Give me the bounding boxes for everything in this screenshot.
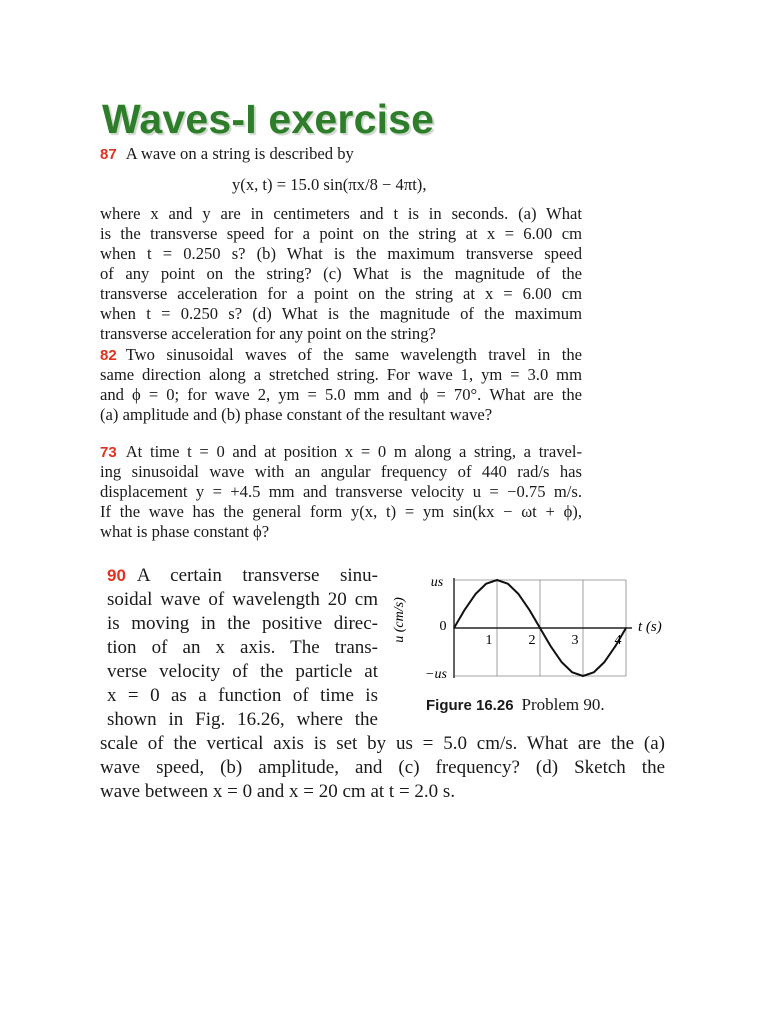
problem-90-line: soidal wave of wavelength 20 cm bbox=[107, 589, 378, 610]
problem-90-line bbox=[107, 564, 378, 588]
problem-90-line: scale of the vertical axis is set by us = 5.0 cm/s. What are the (a) bbox=[100, 733, 665, 754]
data-point bbox=[486, 583, 487, 584]
problem-87-equation: y(x, t) = 15.0 sin(πx/8 − 4πt), bbox=[232, 175, 427, 194]
y-top-label: us bbox=[430, 575, 444, 590]
data-point bbox=[582, 675, 583, 676]
y-bottom-label: −us bbox=[425, 667, 447, 682]
problem-90-line: wave speed, (b) amplitude, and (c) frequency? (d) Sketch the bbox=[100, 757, 665, 778]
data-point bbox=[496, 579, 497, 580]
problem-90-line: x = 0 as a function of time is bbox=[107, 685, 378, 706]
problem-90-line: verse velocity of the particle at bbox=[107, 661, 378, 682]
problem-73-line bbox=[100, 442, 582, 463]
problem-73-line: what is phase constant ϕ? bbox=[100, 522, 270, 541]
problem-73-line: displacement y = +4.5 mm and transverse velocity u = −0.75 m/s. bbox=[100, 482, 582, 501]
problem-90-line: tion of an x axis. The trans- bbox=[107, 637, 378, 658]
problem-87-line: when t = 0.250 s? (d) What is the magnitude of the maximum bbox=[100, 304, 582, 323]
problem-82-text: Two sinusoidal waves of the same wavelength travel in the bbox=[125, 345, 582, 364]
problem-90-line: wave between x = 0 and x = 20 cm at t = 2.0 s. bbox=[100, 781, 456, 802]
problem-87-intro: A wave on a string is described by bbox=[125, 144, 354, 163]
problem-82-line: same direction along a stretched string. For wave 1, ym = 3.0 mm bbox=[100, 365, 582, 384]
problem-90-line: shown in Fig. 16.26, where the bbox=[107, 709, 378, 730]
problem-90-text: A certain transverse sinu- bbox=[136, 565, 378, 586]
problem-73-line: If the wave has the general form y(x, t) = ym sin(kx − ωt + ϕ), bbox=[100, 502, 582, 521]
data-point bbox=[593, 672, 594, 673]
x-tick-label: 2 bbox=[528, 633, 536, 648]
chart-axes bbox=[454, 578, 632, 678]
data-point bbox=[561, 661, 562, 662]
data-point bbox=[453, 627, 454, 628]
problem-number: 73 bbox=[100, 444, 117, 461]
problem-87-line: is the transverse speed for a point on the string at x = 6.00 cm bbox=[100, 224, 582, 243]
page-title: Waves-I exercise bbox=[102, 96, 435, 142]
data-point bbox=[529, 609, 530, 610]
problem-number: 87 bbox=[100, 146, 117, 163]
problem-82-line: and ϕ = 0; for wave 2, ym = 5.0 mm and ϕ = 70°. What are the bbox=[100, 385, 582, 404]
problem-87-heading bbox=[100, 144, 354, 165]
data-point bbox=[475, 593, 476, 594]
figure-caption-text: Problem 90. bbox=[521, 695, 605, 714]
figure-caption-label: Figure 16.26 bbox=[426, 697, 514, 714]
data-point bbox=[572, 672, 573, 673]
y-axis-label: u (cm/s) bbox=[392, 597, 407, 643]
problem-90-line: is moving in the positive direc- bbox=[107, 613, 378, 634]
x-tick-labels bbox=[486, 633, 622, 648]
problem-82-line: (a) amplitude and (b) phase constant of the resultant wave? bbox=[100, 405, 493, 424]
data-point bbox=[550, 646, 551, 647]
x-tick-label: 3 bbox=[571, 633, 579, 648]
figure-16-26-chart bbox=[392, 572, 675, 692]
problem-number: 90 bbox=[107, 566, 126, 585]
problem-87-line: transverse acceleration for a point on the string at x = 6.00 cm bbox=[100, 284, 582, 303]
problem-73-text: At time t = 0 and at position x = 0 m along a string, a travel- bbox=[125, 442, 582, 461]
data-point bbox=[604, 661, 605, 662]
data-point bbox=[507, 583, 508, 584]
problem-87-line: where x and y are in centimeters and t is in seconds. (a) What bbox=[100, 204, 582, 223]
data-point bbox=[464, 609, 465, 610]
x-tick-label: 4 bbox=[614, 633, 622, 648]
problem-87-line: when t = 0.250 s? (b) What is the maximum transverse speed bbox=[100, 244, 582, 263]
problem-82-line bbox=[100, 345, 582, 366]
problem-number: 82 bbox=[100, 347, 117, 364]
y-zero-label: 0 bbox=[439, 619, 447, 634]
figure-caption bbox=[426, 694, 605, 717]
x-tick-label: 1 bbox=[485, 633, 493, 648]
data-point bbox=[518, 593, 519, 594]
problem-87-line: transverse acceleration for any point on the string? bbox=[100, 324, 436, 343]
data-point bbox=[539, 627, 540, 628]
data-point bbox=[625, 627, 626, 628]
problem-73-line: ing sinusoidal wave with an angular frequency of 440 rad/s has bbox=[100, 462, 582, 481]
problem-87-line: of any point on the string? (c) What is the magnitude of the bbox=[100, 264, 582, 283]
x-axis-label: t (s) bbox=[638, 619, 662, 635]
